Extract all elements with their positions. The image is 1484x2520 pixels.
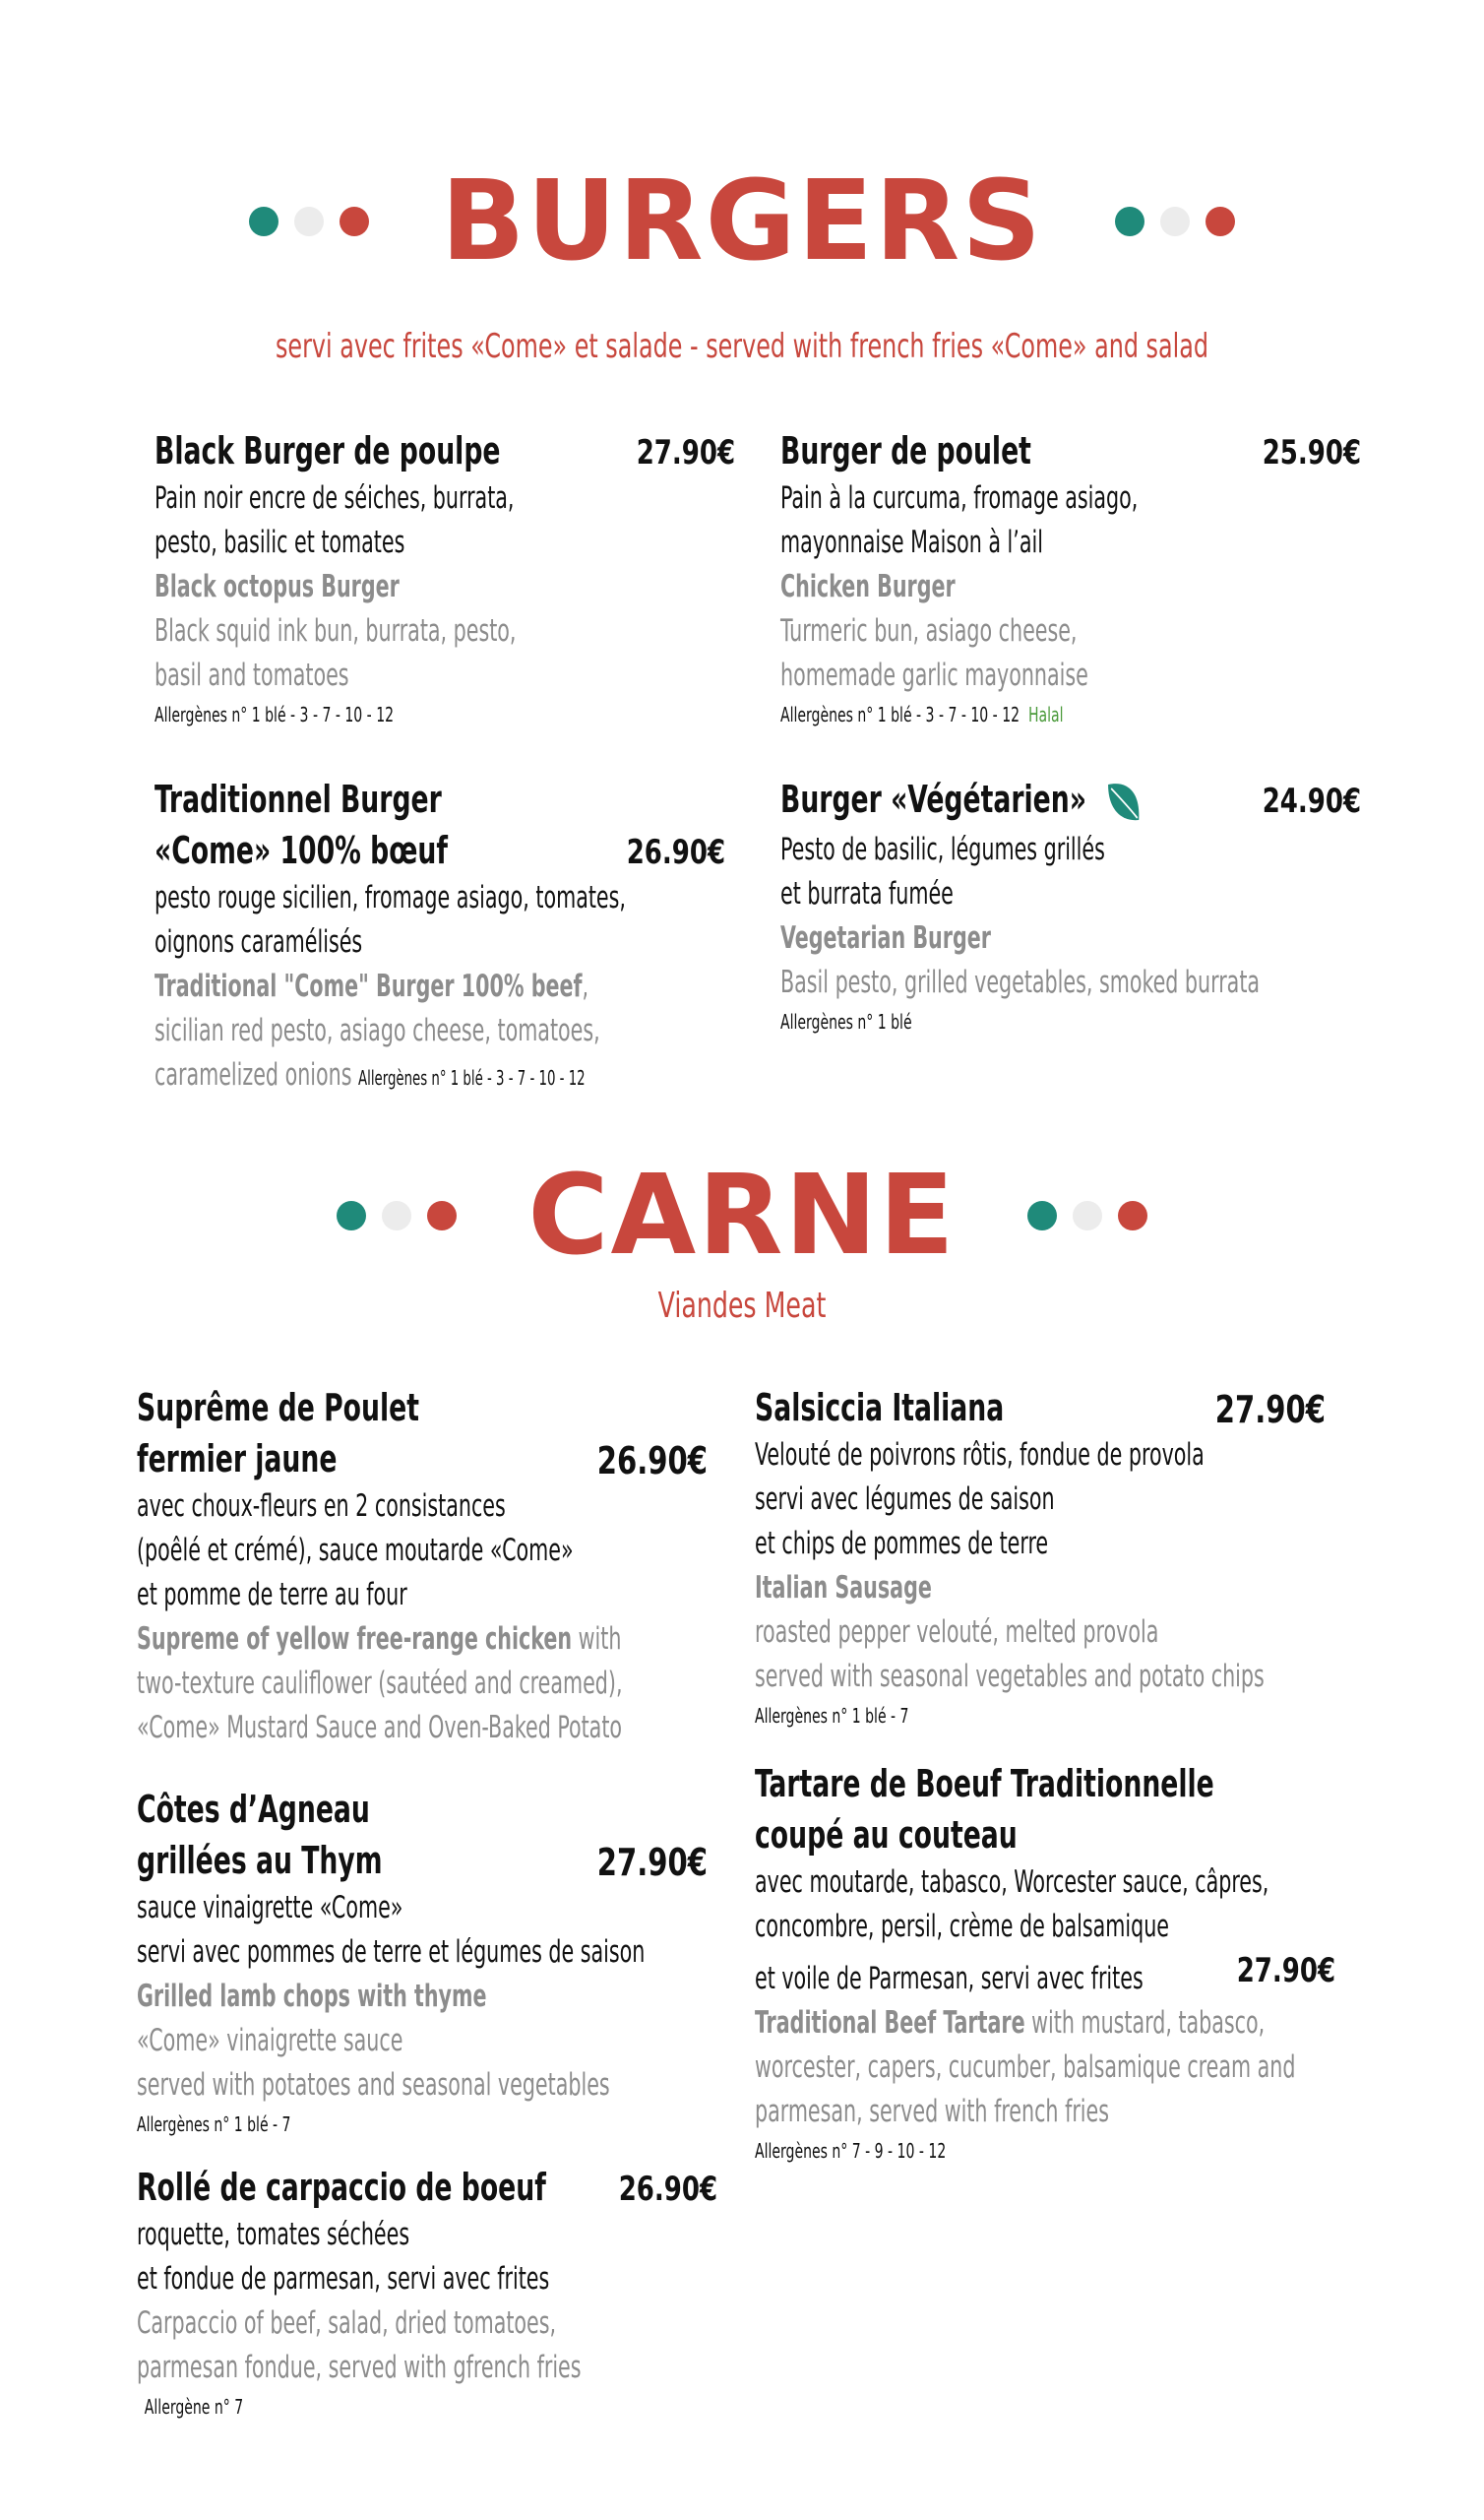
item-name-line1: Suprême de Poulet	[137, 1386, 419, 1429]
menu-item-traditional-burger: Traditionnel Burger «Come» 100% bœuf 26.90€ pesto rouge sicilien, fromage asiago, tomates, oignons caramélisés Traditional "Come" Burger 100% beef, sicilian red pesto, asiago cheese, tomatoes, caramelized onions Allergènes n° 1 blé - 3 - 7 - 10 - 12	[155, 774, 725, 1101]
item-name: Burger «Végétarien»	[780, 774, 1233, 828]
burgers-subtitle: servi avec frites «Come» et salade - served with french fries «Come» and salad	[275, 327, 1208, 366]
halal-label: Halal	[1027, 703, 1064, 726]
item-name-line2: coupé au couteau	[755, 1813, 1018, 1857]
item-price: 26.90€	[626, 833, 725, 872]
item-name-line1: Traditionnel Burger	[155, 778, 442, 821]
item-price: 27.90€	[1214, 1388, 1326, 1431]
item-price: 27.90€	[636, 433, 735, 472]
allergens: Allergènes n° 1 blé - 7	[137, 2112, 291, 2136]
menu-item-cotes-agneau: Côtes d’Agneau grillées au Thym 27.90€ sauce vinaigrette «Come» servi avec pommes de terre et légumes de saison Grilled lamb chops with thyme «Come» vinaigrette sauce served with potatoes and seasonal vegetables Allergènes n° 1 blé - 7	[137, 1784, 708, 2141]
allergens: Allergènes n° 1 blé - 3 - 7 - 10 - 12	[155, 703, 395, 726]
allergens: Allergènes n° 1 blé - 7	[755, 1704, 909, 1728]
item-name: Black Burger de poulpe	[155, 429, 501, 472]
decorative-dots-right	[1020, 1201, 1155, 1230]
decorative-dots-left	[329, 1201, 464, 1230]
menu-item-salsiccia: Salsiccia Italiana 27.90€ Velouté de poivrons rôtis, fondue de provola servi avec légumes de saison et chips de pommes de terre Italian Sausage roasted pepper velouté, melted provola served with seasonal vegetables and potato chips Allergènes n° 1 blé - 7	[755, 1382, 1326, 1732]
allergens: Allergènes n° 1 blé	[780, 1009, 912, 1034]
leaf-icon	[1103, 777, 1144, 828]
burgers-header	[0, 158, 1484, 285]
item-price: 26.90€	[596, 1439, 708, 1482]
decorative-dots-right	[1107, 207, 1243, 236]
decorative-dots-left	[241, 207, 377, 236]
menu-item-tartare: Tartare de Boeuf Traditionnelle coupé au couteau avec moutarde, tabasco, Worcester sauce, câpres, concombre, persil, crème de balsamique et voile de Parmesan, servi avec frites 27.90€ Traditional Beef Tartare with mustard, tabasco, worcester, capers, cucumber, balsamique cream and parmesan, served with french fries Allergènes n° 7 - 9 - 10 - 12	[755, 1758, 1335, 2168]
item-name-line2: grillées au Thym	[137, 1839, 383, 1882]
carne-subtitle: Viandes Meat	[657, 1286, 827, 1326]
allergens: Allergènes n° 7 - 9 - 10 - 12	[755, 2139, 947, 2163]
item-price: 27.90€	[596, 1841, 708, 1884]
carne-title: CARNE	[527, 1152, 957, 1280]
menu-item-black-burger: Black Burger de poulpe 27.90€ Pain noir encre de séiches, burrata, pesto, basilic et tomates Black octopus Burger Black squid ink bun, burrata, pesto, basil and tomatoes Allergènes n° 1 blé - 3 - 7 - 10 - 12	[155, 425, 735, 731]
carne-header	[0, 1152, 1484, 1280]
allergens: Allergène n° 7	[144, 2395, 244, 2419]
menu-item-carpaccio: Rollé de carpaccio de boeuf 26.90€ roquette, tomates séchées et fondue de parmesan, servi avec frites Carpaccio of beef, salad, dried tomatoes, parmesan fondue, served with gfrench fries Allergène n° 7	[137, 2162, 717, 2424]
item-name: Burger de poulet	[780, 429, 1031, 472]
menu-item-chicken-burger: Burger de poulet 25.90€ Pain à la curcuma, fromage asiago, mayonnaise Maison à l’ail Chicken Burger Turmeric bun, asiago cheese, homemade garlic mayonnaise Allergènes n° 1 blé - 3 - 7 - 10 - 12 Halal	[780, 425, 1361, 731]
item-name-line1: Côtes d’Agneau	[137, 1788, 370, 1831]
item-name-line1: Tartare de Boeuf Traditionnelle	[755, 1762, 1214, 1805]
item-name: Salsiccia Italiana	[755, 1386, 1005, 1429]
allergens: Allergènes n° 1 blé - 3 - 7 - 10 - 12 Halal	[780, 703, 1064, 726]
item-name-line2: fermier jaune	[137, 1437, 338, 1480]
item-price: 25.90€	[1262, 433, 1361, 472]
item-price: 24.90€	[1262, 782, 1361, 821]
menu-item-vegetarian-burger: Burger «Végétarien» 24.90€ Pesto de basilic, légumes grillés et burrata fumée Vegetarian Burger Basil pesto, grilled vegetables, smoked burrata Allergènes n° 1 blé	[780, 774, 1361, 1039]
item-price: 27.90€	[1236, 1951, 1335, 1990]
item-name: Rollé de carpaccio de boeuf	[137, 2166, 546, 2209]
item-price: 26.90€	[618, 2170, 717, 2209]
item-name-line2: «Come» 100% bœuf	[155, 829, 448, 872]
burgers-title: BURGERS	[441, 158, 1043, 285]
menu-item-supreme-poulet: Suprême de Poulet fermier jaune 26.90€ avec choux-fleurs en 2 consistances (poêlé et crémé), sauce moutarde «Come» et pomme de terre au four Supreme of yellow free-range chicken with two-texture cauliflower (sautéed and creamed), «Come» Mustard Sauce and Oven-Baked Potato	[137, 1382, 708, 1750]
